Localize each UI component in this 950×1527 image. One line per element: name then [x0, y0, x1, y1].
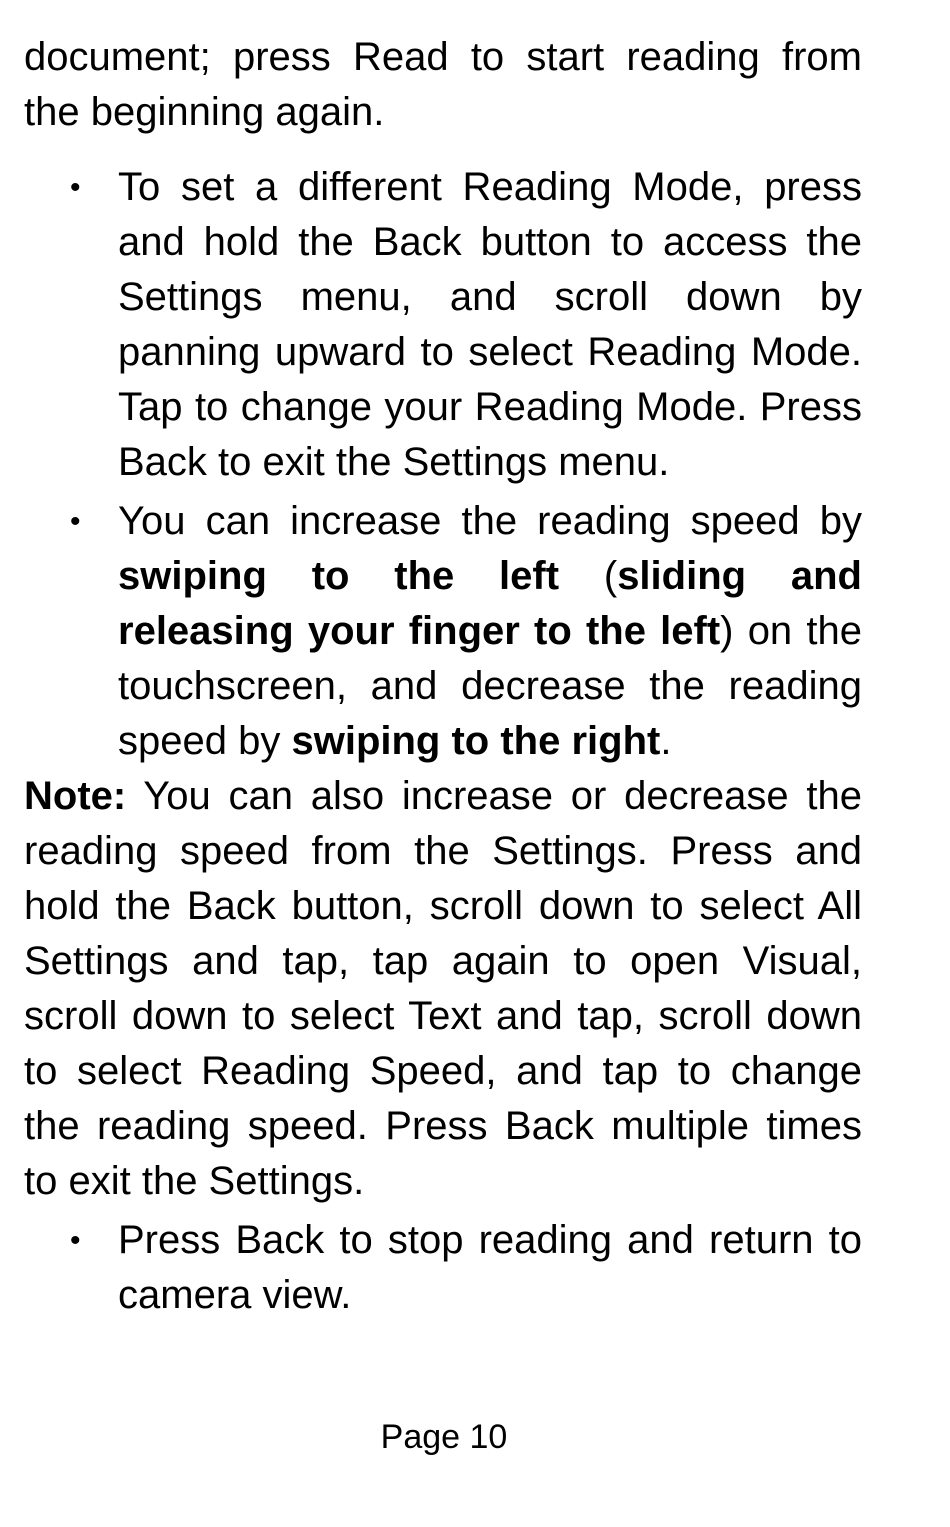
- note-label: Note:: [24, 774, 127, 818]
- note-paragraph: [24, 769, 862, 1209]
- page-content: [24, 30, 862, 1323]
- bullet-text: Press Back to stop reading and return to camera view.: [118, 1218, 862, 1317]
- bullet-icon: •: [70, 171, 81, 204]
- bullet-item-reading-speed: [24, 494, 862, 769]
- note-text: You can also increase or decrease the reading speed from the Settings. Press and hold the Back button, scroll down to select All Settings and tap, tap again to open Visual, scroll down to select Text and tap, scroll down to select Reading Speed, and tap to change the reading speed. Press Back multiple times to exit the Settings.: [24, 774, 862, 1203]
- bullet-text: .: [660, 719, 672, 763]
- bold-swipe-right: swiping to the right: [291, 719, 661, 763]
- bullet-list-stop: [24, 1213, 862, 1323]
- bold-swipe-left: swiping to the left: [118, 554, 560, 598]
- page-number: Page 10: [380, 1418, 508, 1456]
- bold-slide-release: sliding and releasing your finger to the left: [118, 554, 862, 653]
- intro-paragraph: document; press Read to start reading from the beginning again.: [24, 35, 862, 134]
- bullet-item-stop-reading: [24, 1213, 862, 1323]
- bullet-list-settings: [24, 160, 862, 769]
- bullet-icon: •: [70, 1224, 81, 1257]
- bullet-text: (: [559, 554, 618, 598]
- bullet-icon: •: [70, 505, 81, 538]
- bullet-item-reading-mode: [24, 160, 862, 490]
- bullet-text: You can increase the reading speed by: [118, 499, 862, 543]
- bullet-text: ) on the touchscreen, and decrease the reading speed by: [118, 609, 862, 763]
- bullet-text: To set a different Reading Mode, press and hold the Back button to access the Settings menu, and scroll down by panning upward to select Reading Mode. Tap to change your Reading Mode. Press Back to exit the Settings menu.: [118, 165, 862, 484]
